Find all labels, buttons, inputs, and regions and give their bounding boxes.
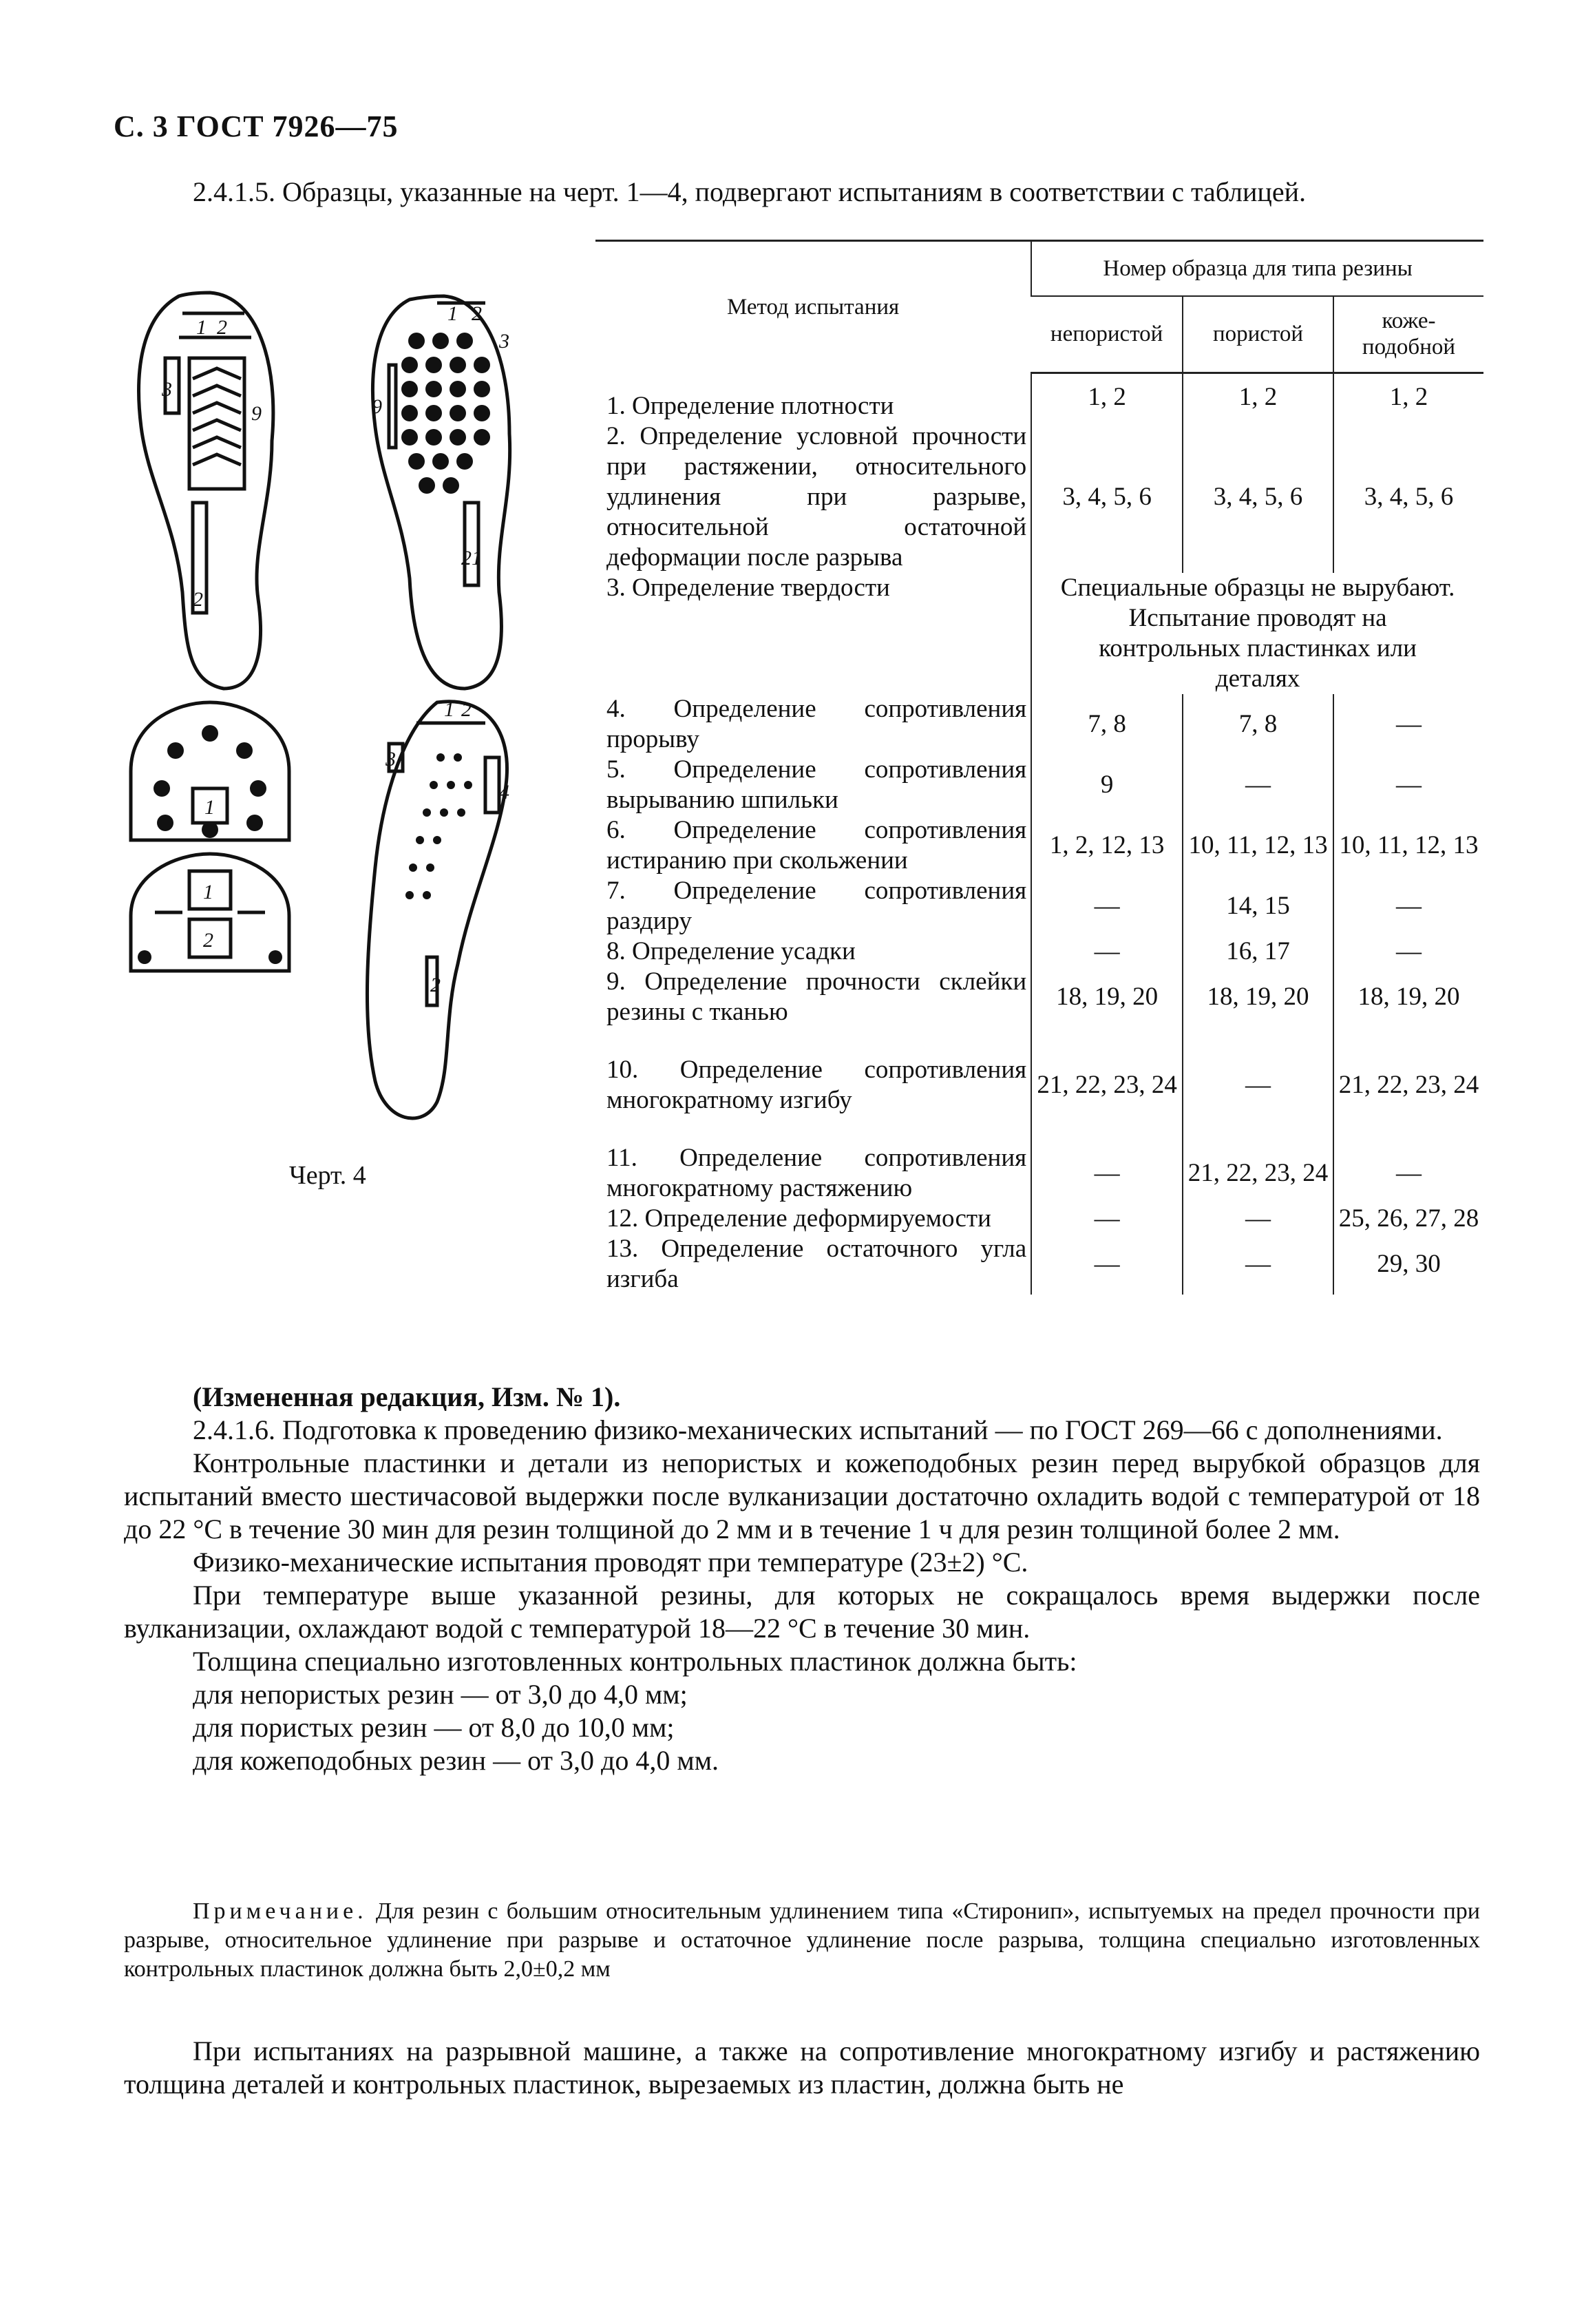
table-row <box>595 1204 1483 1234</box>
method-cell: 1. Определение плотности <box>606 391 894 420</box>
paragraph: Физико-механические испытания проводят при температуре (23±2) °С. <box>193 1547 1028 1578</box>
value-cell-leatherlike: 25, 26, 27, 28 <box>1333 1204 1483 1234</box>
sole1-label-1: 1 <box>196 316 207 339</box>
value-cell-nonporous: 21, 22, 23, 24 <box>1031 1055 1183 1116</box>
method-cell: 6. Определение сопротивления истиранию при скольжении <box>606 815 1027 875</box>
method-cell: 3. Определение твердости <box>606 573 890 602</box>
value-cell-porous: — <box>1183 1204 1333 1234</box>
value-cell-nonporous: — <box>1031 1143 1183 1204</box>
method-column-header: Метод испытания <box>595 241 1031 373</box>
method-cell: 5. Определение сопротивления вырыванию шпильки <box>606 755 1027 814</box>
value-cell-leatherlike: 21, 22, 23, 24 <box>1333 1055 1483 1116</box>
value-cell-leatherlike: — <box>1333 694 1483 755</box>
list-item: для пористых резин — от 8,0 до 10,0 мм; <box>193 1712 675 1743</box>
paragraph: При испытаниях на разрывной машине, а также на сопротивление многократному изгибу и растяжению толщина деталей и контрольных пластинок, вырезаемых из пластин, должна быть не <box>124 2035 1480 2100</box>
paragraph: 2.4.1.6. Подготовка к проведению физико-механических испытаний — по ГОСТ 269—66 с дополнениями. <box>193 1414 1443 1445</box>
sole3-label-3: 3 <box>385 748 396 771</box>
amendment-note: (Измененная редакция, Изм. № 1). <box>193 1381 621 1412</box>
value-cell-porous: — <box>1183 1055 1333 1116</box>
sole2-label-1: 1 <box>447 302 458 325</box>
table-spacer-row <box>595 1116 1483 1143</box>
value-cell-porous: 16, 17 <box>1183 936 1333 967</box>
table-row <box>595 755 1483 815</box>
figure-drawings <box>114 275 561 1136</box>
value-cell-porous: 7, 8 <box>1183 694 1333 755</box>
table-row <box>595 876 1483 936</box>
heel2-label-2: 2 <box>203 929 213 952</box>
note-text: Для резин с большим относительным удлинением типа «Стиронип», испытуемых на предел прочности при разрыве, относительное удлинение при разрыве и остаточное удлинение после разрыва, толщина специально изготовленных контрольных пластинок должна быть 2,0±0,2 мм <box>124 1898 1480 1982</box>
table-row <box>595 421 1483 573</box>
sample-number-group-header: Номер образца для типа резины <box>1031 241 1483 296</box>
value-cell-leatherlike: — <box>1333 1143 1483 1204</box>
value-cell-porous: 21, 22, 23, 24 <box>1183 1143 1333 1204</box>
column-header-leatherlike: коже- подобной <box>1333 296 1483 373</box>
sole1-label-2b: 2 <box>193 588 203 611</box>
column-header-porous: пористой <box>1183 296 1333 373</box>
sole3-label-2: 2 <box>461 698 472 721</box>
value-cell-leatherlike: 3, 4, 5, 6 <box>1333 421 1483 573</box>
value-cell-leatherlike: 10, 11, 12, 13 <box>1333 815 1483 876</box>
heel1-label-1: 1 <box>204 796 215 819</box>
value-cell-nonporous: — <box>1031 936 1183 967</box>
value-cell-nonporous: — <box>1031 1234 1183 1295</box>
value-cell-nonporous: 3, 4, 5, 6 <box>1031 421 1183 573</box>
method-cell: 2. Определение условной прочности при растяжении, относительного удлинения при разрыве, относительной остаточной деформации после разрыва <box>606 421 1027 572</box>
value-cell-porous: — <box>1183 1234 1333 1295</box>
sole-drawing-1-labels <box>161 316 262 611</box>
paragraph: Контрольные пластинки и детали из непористых и кожеподобных резин перед вырубкой образцов для испытаний вместо шестичасовой выдержки после вулканизации достаточно охладить водой с температурой от 18 до 22 °С в течение 30 мин для резин толщиной до 2 мм и в течение 1 ч для резин толщиной более 2 мм. <box>124 1447 1480 1545</box>
body-text <box>124 1381 1480 1777</box>
method-cell: 13. Определение остаточного угла изгиба <box>606 1234 1027 1293</box>
page-header: С. 3 ГОСТ 7926—75 <box>114 109 399 143</box>
sole1-label-9: 9 <box>251 402 262 425</box>
sole2-label-3: 3 <box>499 330 509 353</box>
sole1-label-2: 2 <box>217 316 227 339</box>
method-cell: 7. Определение сопротивления раздиру <box>606 876 1027 935</box>
column-header-nonporous: непористой <box>1031 296 1183 373</box>
method-cell: 9. Определение прочности склейки резины с тканью <box>606 967 1027 1026</box>
value-cell-leatherlike: — <box>1333 876 1483 936</box>
special-samples-note: Специальные образцы не вырубают. Испытание проводят на контрольных пластинках или деталях <box>1031 573 1483 694</box>
heel-drawing-2 <box>131 854 289 971</box>
value-cell-nonporous: — <box>1031 1204 1183 1234</box>
value-cell-leatherlike: — <box>1333 755 1483 815</box>
value-cell-leatherlike: 29, 30 <box>1333 1234 1483 1295</box>
method-cell: 12. Определение деформируемости <box>606 1204 991 1233</box>
final-text <box>124 2035 1480 2101</box>
value-cell-leatherlike: 1, 2 <box>1333 373 1483 421</box>
list-item: для кожеподобных резин — от 3,0 до 4,0 мм. <box>193 1745 719 1776</box>
heel2-label-1: 1 <box>203 881 213 903</box>
value-cell-leatherlike: 18, 19, 20 <box>1333 967 1483 1027</box>
value-cell-porous: 10, 11, 12, 13 <box>1183 815 1333 876</box>
paragraph: Толщина специально изготовленных контрольных пластинок должна быть: <box>193 1646 1077 1677</box>
sole-drawing-1 <box>139 293 273 689</box>
sole2-label-21: 21 <box>461 547 482 569</box>
table-row <box>595 967 1483 1027</box>
table-row <box>595 373 1483 421</box>
sole2-label-9: 9 <box>372 395 382 418</box>
value-cell-nonporous: 18, 19, 20 <box>1031 967 1183 1027</box>
paragraph: При температуре выше указанной резины, для которых не сокращалось время выдержки после вулканизации, охлаждают водой с температурой 18—22 °С в течение 30 мин. <box>124 1580 1480 1644</box>
table-row <box>595 1143 1483 1204</box>
list-item: для непористых резин — от 3,0 до 4,0 мм; <box>193 1679 688 1710</box>
method-cell: 11. Определение сопротивления многократному растяжению <box>606 1143 1027 1202</box>
intro-paragraph: 2.4.1.5. Образцы, указанные на черт. 1—4, подвергают испытаниям в соответствии с таблицей. <box>193 176 1306 207</box>
figure-caption: Черт. 4 <box>289 1161 366 1190</box>
sole3-label-4: 4 <box>499 781 509 804</box>
method-cell: 10. Определение сопротивления многократному изгибу <box>606 1055 1027 1114</box>
sole2-label-2: 2 <box>472 302 482 325</box>
value-cell-nonporous: 7, 8 <box>1031 694 1183 755</box>
note-block <box>124 1897 1480 1984</box>
value-cell-porous: 3, 4, 5, 6 <box>1183 421 1333 573</box>
table-row <box>595 936 1483 967</box>
table-row <box>595 694 1483 755</box>
sole-drawing-3-dots <box>405 753 472 899</box>
value-cell-porous: 18, 19, 20 <box>1183 967 1333 1027</box>
value-cell-porous: 14, 15 <box>1183 876 1333 936</box>
porous-dots <box>401 333 490 494</box>
value-cell-porous: — <box>1183 755 1333 815</box>
value-cell-nonporous: — <box>1031 876 1183 936</box>
table-spacer-row <box>595 1027 1483 1055</box>
note-label: Примечание. <box>193 1898 368 1924</box>
table-row <box>595 815 1483 876</box>
test-methods-table <box>595 240 1483 1295</box>
value-cell-leatherlike: — <box>1333 936 1483 967</box>
value-cell-nonporous: 1, 2 <box>1031 373 1183 421</box>
table-row <box>595 573 1483 694</box>
table-row <box>595 1055 1483 1116</box>
sole1-label-3: 3 <box>162 378 172 401</box>
table-row <box>595 1234 1483 1295</box>
method-cell: 8. Определение усадки <box>606 936 856 965</box>
value-cell-porous: 1, 2 <box>1183 373 1333 421</box>
sole3-label-2b: 2 <box>430 974 441 996</box>
method-cell: 4. Определение сопротивления прорыву <box>606 694 1027 753</box>
sole-drawing-2 <box>373 296 510 689</box>
heel-drawing-1 <box>131 702 289 840</box>
value-cell-nonporous: 9 <box>1031 755 1183 815</box>
value-cell-nonporous: 1, 2, 12, 13 <box>1031 815 1183 876</box>
sole3-label-1: 1 <box>444 698 454 721</box>
heel-drawing-1-marks <box>154 725 266 838</box>
